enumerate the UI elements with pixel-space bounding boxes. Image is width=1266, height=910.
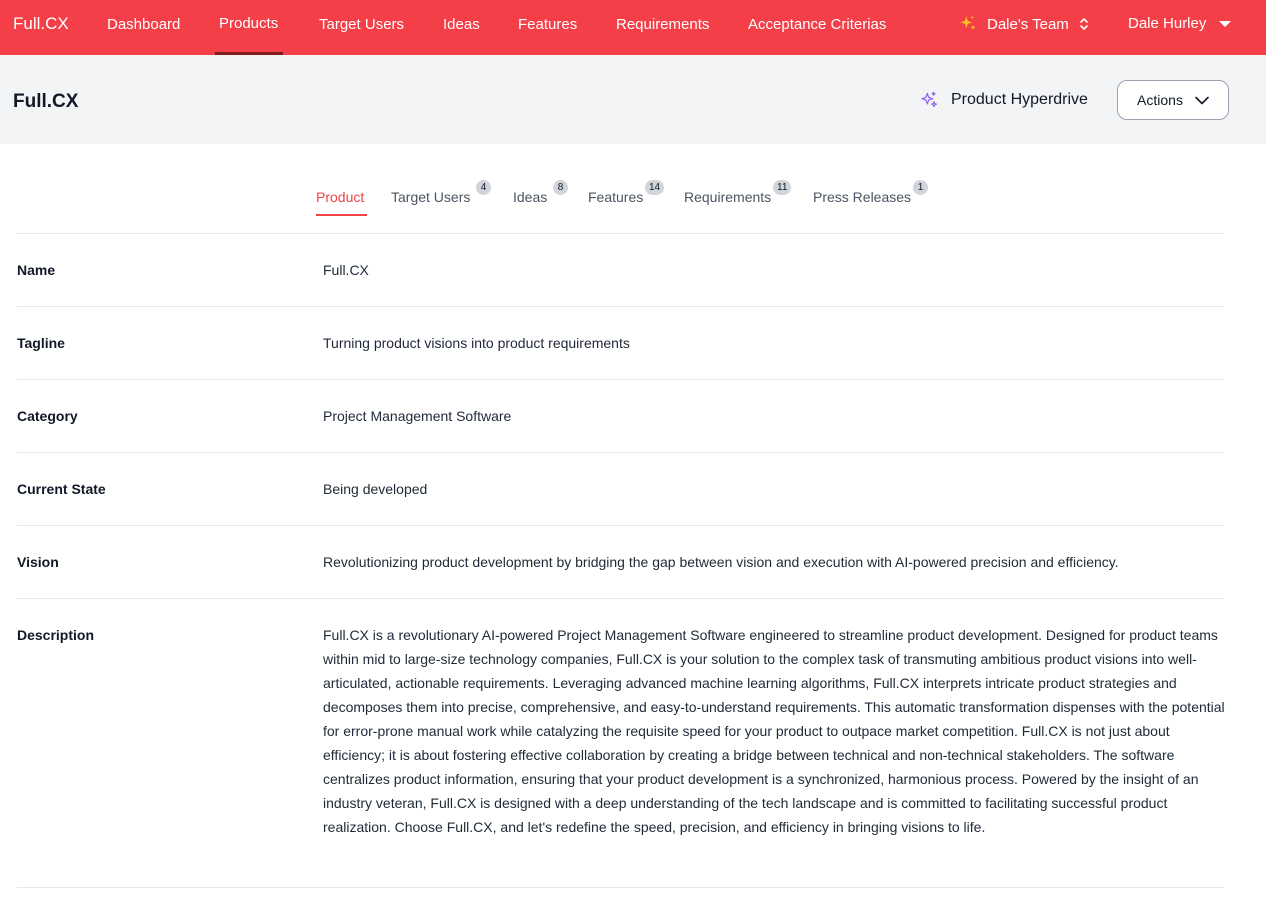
tab-count-badge: 11 xyxy=(773,180,791,195)
tab-features[interactable]: Features xyxy=(588,189,644,205)
top-nav xyxy=(0,0,1266,55)
nav-ideas[interactable]: Ideas xyxy=(443,16,480,33)
tab-requirements[interactable]: Requirements xyxy=(684,189,772,205)
divider xyxy=(17,887,1224,888)
user-menu[interactable] xyxy=(1128,15,1231,32)
tab-ideas[interactable]: Ideas xyxy=(513,189,548,205)
description-label: Description xyxy=(17,627,95,643)
caret-down-icon xyxy=(1219,20,1231,28)
hyperdrive-label: Product Hyperdrive xyxy=(951,91,1088,108)
category-label: Category xyxy=(17,408,78,424)
chevron-down-icon xyxy=(1195,96,1209,105)
nav-products[interactable]: Products xyxy=(219,15,279,32)
tagline-value: Turning product visions into product requirements xyxy=(323,335,630,351)
name-label: Name xyxy=(17,262,56,278)
chevron-up-down-icon xyxy=(1079,16,1089,32)
sparkles-icon xyxy=(958,14,978,34)
brand-logo[interactable]: Full.CX xyxy=(13,14,69,33)
tab-count-badge: 4 xyxy=(476,180,491,195)
actions-label: Actions xyxy=(1137,92,1183,108)
divider xyxy=(17,233,1224,234)
divider xyxy=(17,452,1224,453)
divider xyxy=(17,525,1224,526)
page-header xyxy=(0,55,1266,144)
divider xyxy=(17,379,1224,380)
nav-features[interactable]: Features xyxy=(518,16,578,33)
name-value: Full.CX xyxy=(323,262,369,278)
description-value: Full.CX is a revolutionary AI-powered Project Management Software engineered to streamline product development. Designed for product teams within mid to large-size technology companies, Full.CX is your solution to the complex task of transmuting ambitious product visions into well-articulated, actionable requirements. Leveraging advanced machine learning algorithms, Full.CX interprets intricate product strategies and decomposes them into precise, comprehensive, and easy-to-understand requirements. This automatic transformation dispenses with the potential for error-prone manual work while catalyzing the requisite speed for your product to outpace market competition. Full.CX is not just about efficiency; it is about fostering effective collaboration by creating a bridge between technical and non-technical stakeholders. The software centralizes product information, ensuring that your product development is a synchronized, harmonious process. Powered by the insight of an industry veteran, Full.CX is designed with a deep understanding of the tech landscape and is committed to facilitating successful product realization. Choose Full.CX, and let's redefine the speed, precision, and efficiency in bringing visions to life. xyxy=(323,627,1225,835)
nav-requirements[interactable]: Requirements xyxy=(616,16,710,33)
nav-dashboard[interactable]: Dashboard xyxy=(107,16,181,33)
tab-target-users[interactable]: Target Users xyxy=(391,189,471,205)
user-name: Dale Hurley xyxy=(1128,15,1207,32)
team-switcher[interactable] xyxy=(958,14,1089,34)
vision-label: Vision xyxy=(17,554,59,570)
divider xyxy=(17,306,1224,307)
nav-target-users[interactable]: Target Users xyxy=(319,16,405,33)
tab-count-badge: 14 xyxy=(645,180,664,195)
current-state-value: Being developed xyxy=(323,481,428,497)
product-hyperdrive-button[interactable] xyxy=(919,90,1088,110)
tab-count-badge: 1 xyxy=(913,180,928,195)
tagline-label: Tagline xyxy=(17,335,65,351)
nav-acceptance-criterias[interactable]: Acceptance Criterias xyxy=(748,16,887,33)
actions-button[interactable] xyxy=(1117,80,1229,120)
tab-count-badge: 8 xyxy=(553,180,568,195)
sparkles-icon xyxy=(919,90,939,110)
current-state-label: Current State xyxy=(17,481,106,497)
active-tab-indicator xyxy=(316,214,367,216)
divider xyxy=(17,598,1224,599)
page-title: Full.CX xyxy=(13,91,79,112)
category-value: Project Management Software xyxy=(323,408,512,424)
team-name: Dale's Team xyxy=(987,15,1069,33)
tab-press-releases[interactable]: Press Releases xyxy=(813,189,912,205)
vision-value: Revolutionizing product development by bridging the gap between vision and execution with AI-powered precision and efficiency. xyxy=(323,554,1119,570)
tab-product[interactable]: Product xyxy=(316,189,365,205)
